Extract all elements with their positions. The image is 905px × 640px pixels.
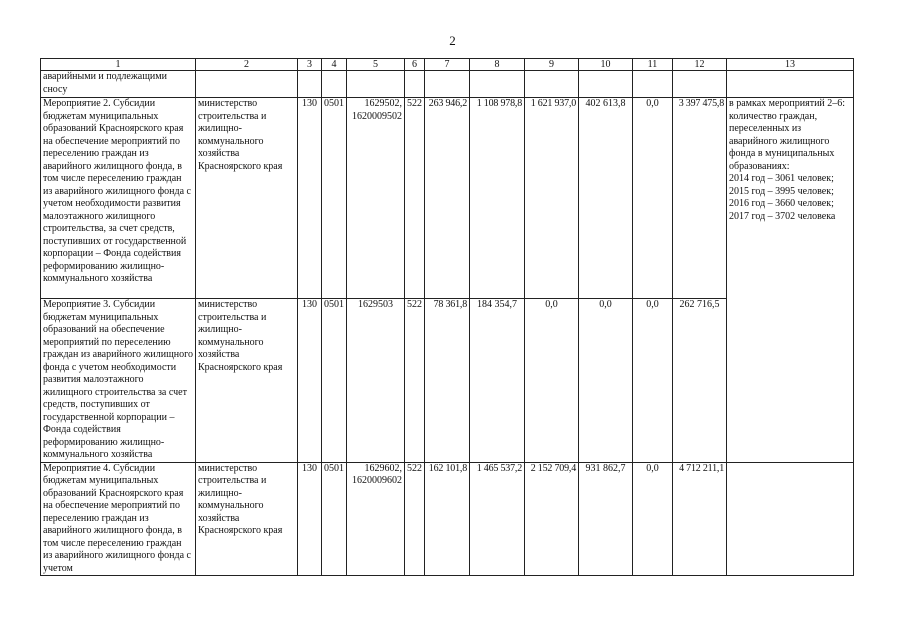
table-cell xyxy=(673,71,727,98)
table-cell: 0501 xyxy=(322,299,347,463)
table-cell xyxy=(579,71,633,98)
table-cell xyxy=(347,71,405,98)
table-cell xyxy=(425,71,470,98)
table-cell: 4 712 211,1 xyxy=(673,462,727,576)
page-number: 2 xyxy=(449,33,456,48)
responsible-agency: министерство строительства и жилищно-коммунального хозяйства Красноярского края xyxy=(196,462,298,576)
measure-description: Мероприятие 3. Субсидии бюджетам муниципальных образований на обеспечение мероприятий по переселению граждан из аварийного жилищного фонда с учетом необходимости развития малоэтажного жилищного строительства за счет средств, поступивших от государственной корпорации – Фонда содействия реформированию жилищно-коммунального хозяйства xyxy=(41,299,196,463)
column-header: 11 xyxy=(633,59,673,71)
column-header: 12 xyxy=(673,59,727,71)
table-cell: 2 152 709,4 xyxy=(525,462,579,576)
responsible-agency: министерство строительства и жилищно-коммунального хозяйства Красноярского края xyxy=(196,299,298,463)
column-header: 13 xyxy=(727,59,854,71)
table-cell: 0,0 xyxy=(525,299,579,463)
table-cell xyxy=(727,71,854,98)
column-header: 10 xyxy=(579,59,633,71)
column-header: 1 xyxy=(41,59,196,71)
table-cell: 0,0 xyxy=(579,299,633,463)
column-header: 4 xyxy=(322,59,347,71)
table-cell: 0501 xyxy=(322,462,347,576)
table-cell: 0,0 xyxy=(633,98,673,299)
table-cell: 184 354,7 xyxy=(470,299,525,463)
table-cell: 263 946,2 xyxy=(425,98,470,299)
table-cell: 130 xyxy=(298,299,322,463)
carry-over-row xyxy=(41,71,854,98)
table-cell: 522 xyxy=(405,462,425,576)
expected-results xyxy=(727,462,854,576)
table-cell: 0501 xyxy=(322,98,347,299)
measure-description: Мероприятие 2. Субсидии бюджетам муниципальных образований Красноярского края на обеспечение мероприятий по переселению граждан из аварийного жилищного фонда, в том числе переселению граждан из аварийного жилищного фонда с учетом необходимости развития малоэтажного жилищного строительства, за счет средств, поступивших от государственной корпорации – Фонда содействия реформированию жилищно-коммунального хозяйства xyxy=(41,98,196,299)
measure-description: Мероприятие 4. Субсидии бюджетам муниципальных образований Красноярского края на обеспечение мероприятий по переселению граждан из аварийного жилищного фонда, в том числе переселению граждан из аварийного жилищного фонда с учетом xyxy=(41,462,196,576)
table-cell: 931 862,7 xyxy=(579,462,633,576)
table-cell: 1629503 xyxy=(347,299,405,463)
table-cell: 162 101,8 xyxy=(425,462,470,576)
table-cell: 522 xyxy=(405,98,425,299)
table-cell: 0,0 xyxy=(633,299,673,463)
responsible-agency: министерство строительства и жилищно-коммунального хозяйства Красноярского края xyxy=(196,98,298,299)
table-cell xyxy=(322,71,347,98)
table-cell: 1 621 937,0 xyxy=(525,98,579,299)
table-cell: 0,0 xyxy=(633,462,673,576)
table-cell: 522 xyxy=(405,299,425,463)
table-row xyxy=(41,98,854,299)
table-cell xyxy=(196,71,298,98)
table-cell: 1629502, 1620009502 xyxy=(347,98,405,299)
table-cell: 1 465 537,2 xyxy=(470,462,525,576)
table-cell xyxy=(525,71,579,98)
table-cell: 1629602, 1620009602 xyxy=(347,462,405,576)
column-header: 6 xyxy=(405,59,425,71)
table-cell: аварийными и подлежащими сносу xyxy=(41,71,196,98)
table-cell xyxy=(405,71,425,98)
table-row xyxy=(41,462,854,576)
table-cell xyxy=(633,71,673,98)
table-cell xyxy=(298,71,322,98)
table-cell: 130 xyxy=(298,98,322,299)
column-header: 9 xyxy=(525,59,579,71)
column-header: 7 xyxy=(425,59,470,71)
column-header: 3 xyxy=(298,59,322,71)
column-header: 8 xyxy=(470,59,525,71)
column-header: 5 xyxy=(347,59,405,71)
table-cell: 3 397 475,8 xyxy=(673,98,727,299)
column-header: 2 xyxy=(196,59,298,71)
expected-results: в рамках мероприятий 2–6: количество граждан, переселенных из аварийного жилищного фонда в муниципальных образованиях: 2014 год – 3061 человек; 2015 год – 3995 человек; 2016 год – 3660 человек; 2017 год – 3702 человека xyxy=(727,98,854,463)
table-cell: 1 108 978,8 xyxy=(470,98,525,299)
table-cell: 262 716,5 xyxy=(673,299,727,463)
table-cell xyxy=(470,71,525,98)
table-cell: 78 361,8 xyxy=(425,299,470,463)
table-cell: 130 xyxy=(298,462,322,576)
table-cell: 402 613,8 xyxy=(579,98,633,299)
header-row xyxy=(41,59,854,71)
budget-table xyxy=(40,58,854,576)
